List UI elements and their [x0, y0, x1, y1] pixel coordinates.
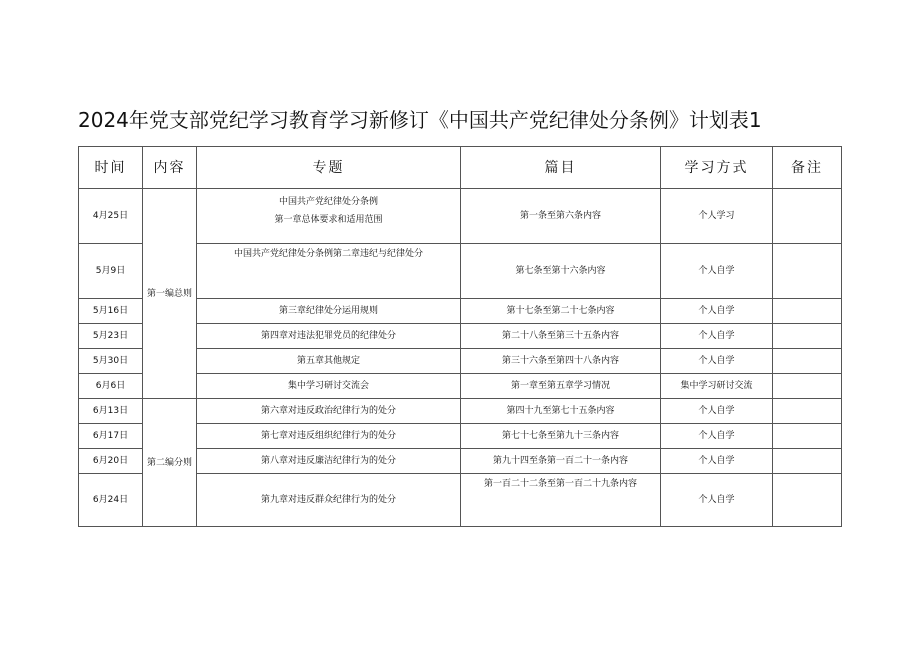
header-time: 时间 [79, 147, 143, 189]
row-method: 个人自学 [661, 349, 773, 374]
row-topic: 集中学习研讨交流会 [197, 374, 461, 399]
row-topic-line: 第一章总体要求和适用范围 [274, 215, 383, 225]
row-chapter: 第七十七条至第九十三条内容 [461, 424, 661, 449]
row-method: 个人自学 [661, 424, 773, 449]
row-topic: 第五章其他规定 [197, 349, 461, 374]
header-method: 学习方式 [661, 147, 773, 189]
row-chapter: 第四十九至第七十五条内容 [461, 399, 661, 424]
row-topic-line: 中国共产党纪律处分条例 [278, 197, 378, 207]
row-method: 个人自学 [661, 449, 773, 474]
row-topic: 第六章对违反政治纪律行为的处分 [197, 399, 461, 424]
header-topic: 专题 [197, 147, 461, 189]
row-topic: 第九章对违反群众纪律行为的处分 [197, 474, 461, 527]
row-chapter: 第九十四至条第一百二十一条内容 [461, 449, 661, 474]
row-date: 6月24日 [79, 474, 143, 527]
row-topic: 第三章纪律处分运用规则 [197, 299, 461, 324]
header-remark: 备注 [773, 147, 842, 189]
row-remark [773, 349, 842, 374]
row-method: 个人自学 [661, 474, 773, 527]
row-date: 5月30日 [79, 349, 143, 374]
plan-table [78, 146, 842, 527]
row-remark [773, 424, 842, 449]
header-chapter: 篇目 [461, 147, 661, 189]
row-remark [773, 374, 842, 399]
table-row [79, 189, 842, 244]
row-remark [773, 449, 842, 474]
row-date: 6月6日 [79, 374, 143, 399]
row-chapter: 第三十六条至第四十八条内容 [461, 349, 661, 374]
row-topic: 第四章对违法犯罪党员的纪律处分 [197, 324, 461, 349]
section-general: 第一编总则 [143, 189, 197, 399]
row-date: 6月20日 [79, 449, 143, 474]
row-chapter: 第一百二十二条至第一百二十九条内容 [461, 474, 661, 527]
row-remark [773, 324, 842, 349]
row-chapter: 第一条至第六条内容 [461, 189, 661, 244]
row-remark [773, 299, 842, 324]
section-specific: 第二编分则 [143, 399, 197, 527]
row-topic [197, 189, 461, 244]
row-chapter: 第十七条至第二十七条内容 [461, 299, 661, 324]
row-chapter: 第二十八条至第三十五条内容 [461, 324, 661, 349]
row-topic: 第七章对违反组织纪律行为的处分 [197, 424, 461, 449]
row-date: 4月25日 [79, 189, 143, 244]
row-date: 5月23日 [79, 324, 143, 349]
row-date: 6月17日 [79, 424, 143, 449]
row-date: 5月9日 [79, 244, 143, 299]
row-topic: 中国共产党纪律处分条例第二章违纪与纪律处分 [197, 244, 461, 299]
row-remark [773, 244, 842, 299]
header-content: 内容 [143, 147, 197, 189]
row-remark [773, 189, 842, 244]
header-row [79, 147, 842, 189]
row-method: 个人自学 [661, 324, 773, 349]
row-date: 6月13日 [79, 399, 143, 424]
row-remark [773, 399, 842, 424]
row-date: 5月16日 [79, 299, 143, 324]
row-method: 个人自学 [661, 399, 773, 424]
row-remark [773, 474, 842, 527]
row-method: 个人自学 [661, 244, 773, 299]
table-row [79, 399, 842, 424]
row-method: 个人自学 [661, 299, 773, 324]
row-method: 集中学习研讨交流 [661, 374, 773, 399]
document-title: 2024年党支部党纪学习教育学习新修订《中国共产党纪律处分条例》计划表1 [78, 108, 762, 132]
row-method: 个人学习 [661, 189, 773, 244]
row-topic: 第八章对违反廉洁纪律行为的处分 [197, 449, 461, 474]
row-chapter: 第一章至第五章学习情况 [461, 374, 661, 399]
row-chapter: 第七条至第十六条内容 [461, 244, 661, 299]
